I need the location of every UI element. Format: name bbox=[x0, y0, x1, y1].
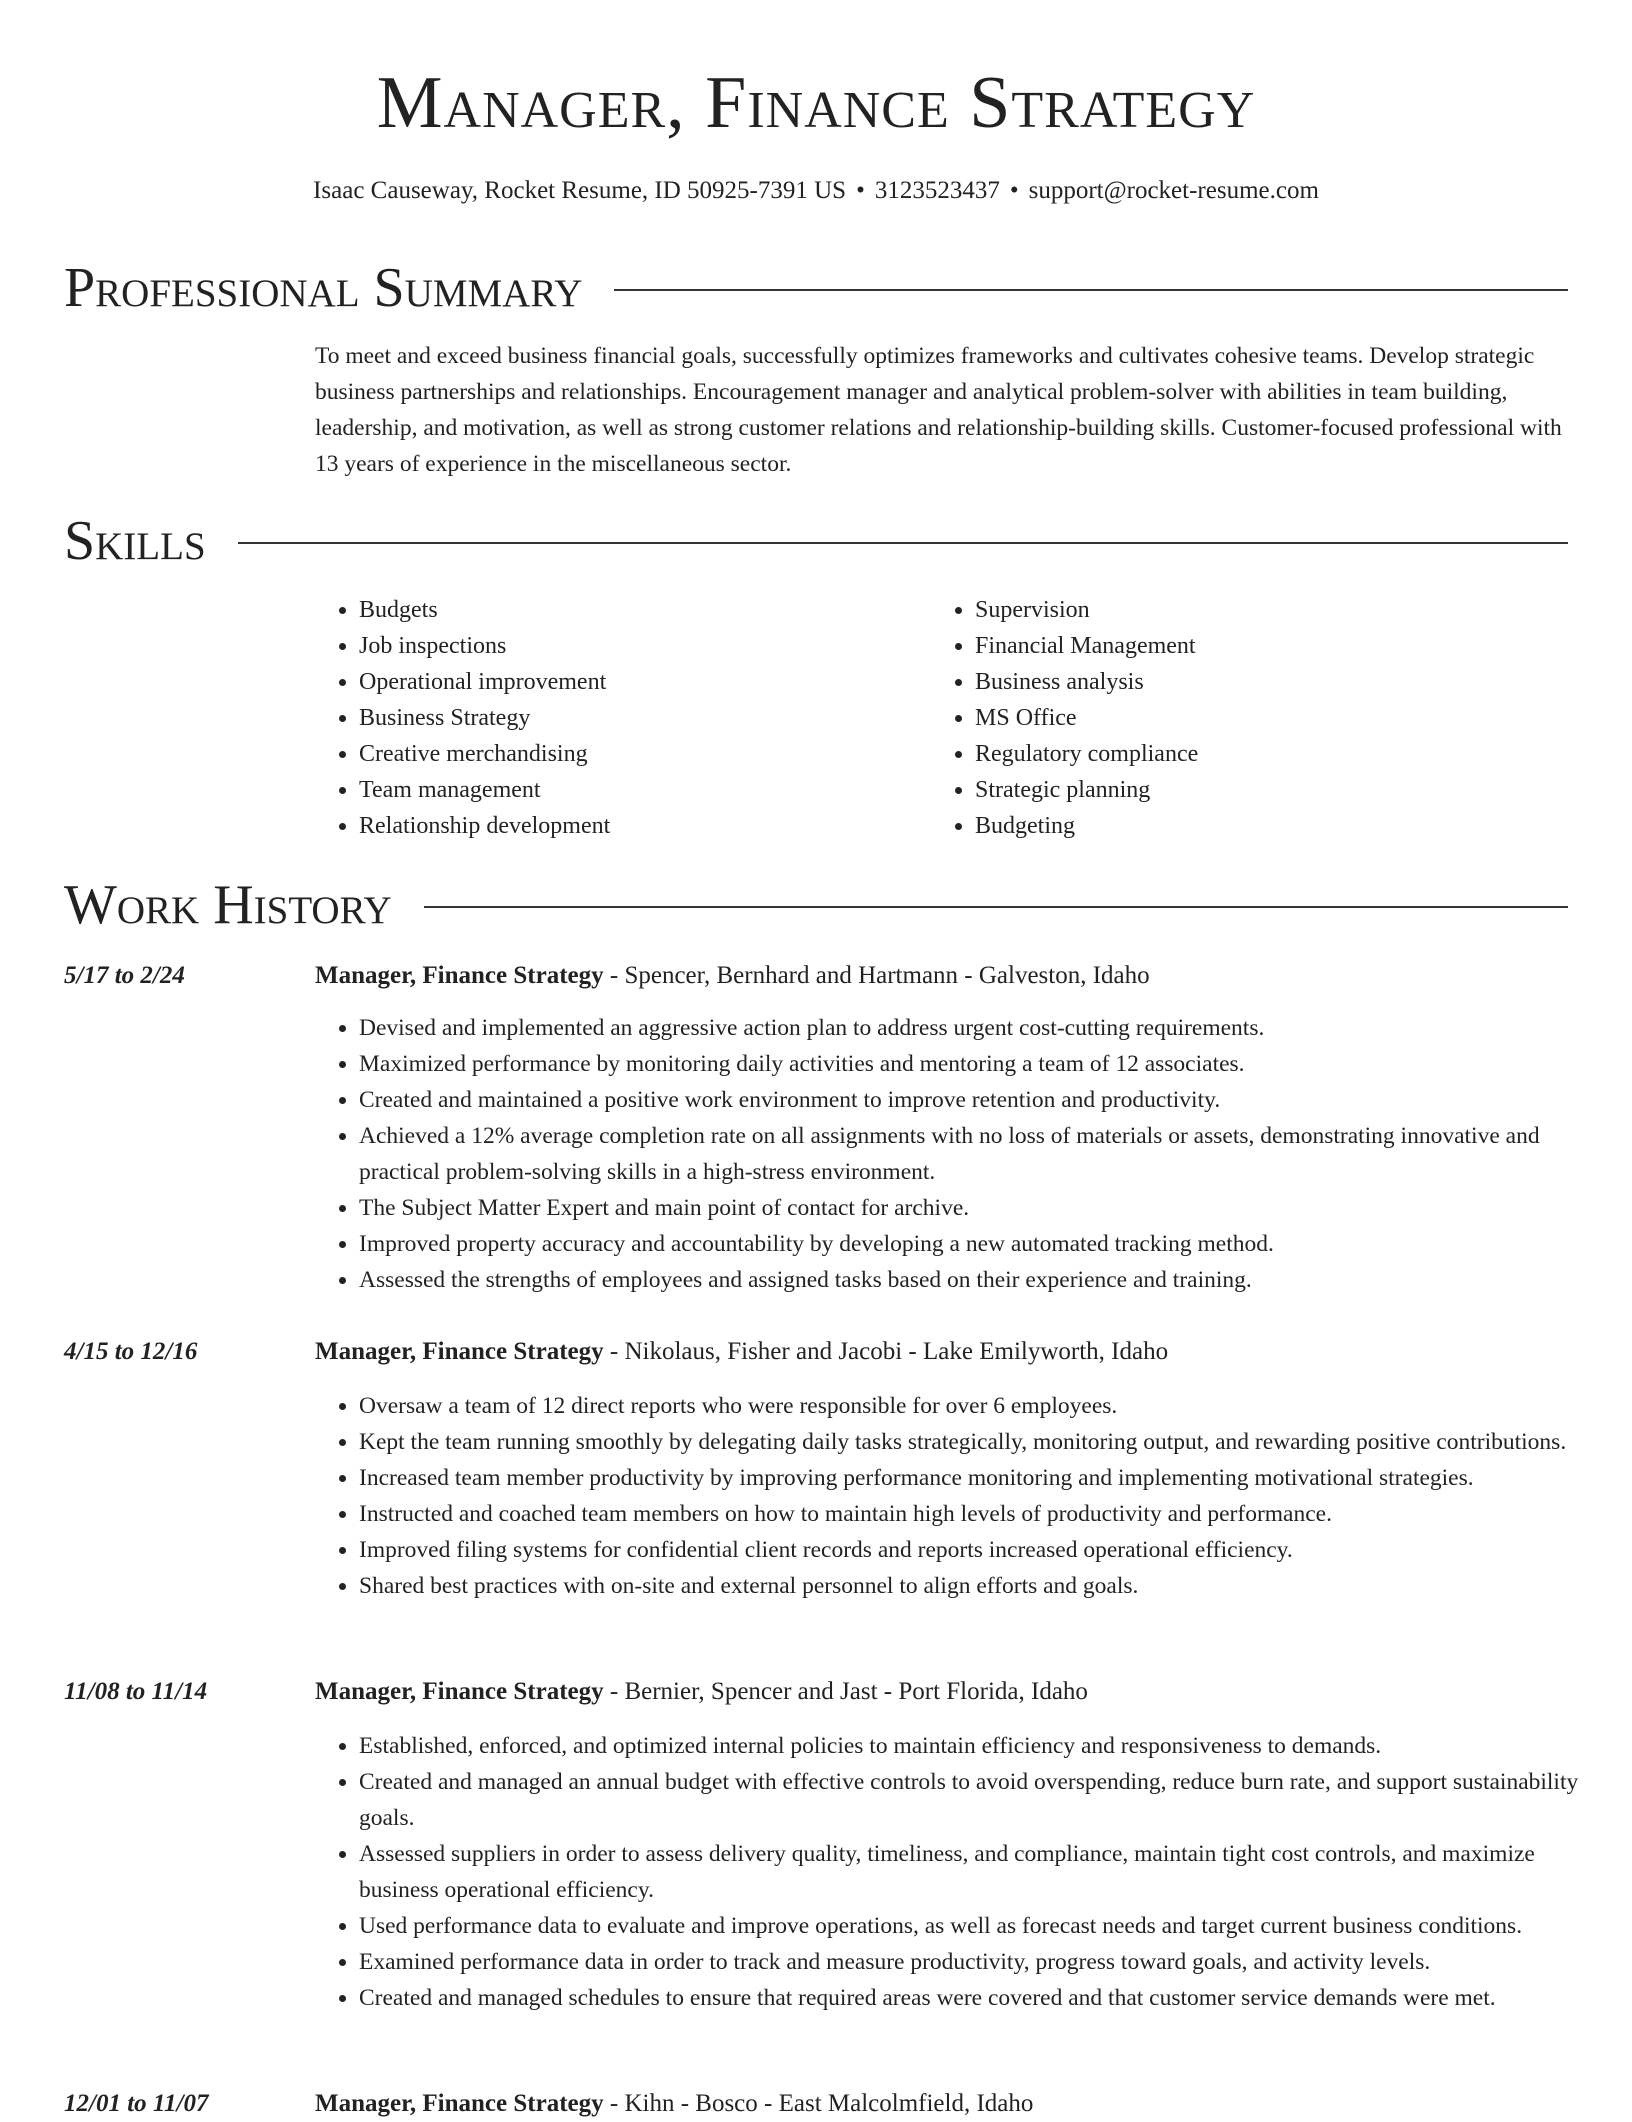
job-bullet: • Oversaw a team of 12 direct reports who were responsible for over 6 employees. bbox=[359, 1388, 1609, 1424]
skill-item: • Creative merchandising bbox=[359, 736, 931, 772]
job-heading bbox=[315, 2086, 1033, 2122]
skill-item: • Job inspections bbox=[359, 628, 931, 664]
job-bullet: • Created and managed an annual budget with effective controls to avoid overspending, reduce burn rate, and support sustainability goals. bbox=[359, 1764, 1609, 1836]
job-title: Manager, Finance Strategy bbox=[315, 1678, 604, 1705]
contact-separator: • bbox=[856, 177, 865, 204]
skills-list bbox=[315, 592, 1565, 844]
skill-item: • Business Strategy bbox=[359, 700, 931, 736]
job-company: - Kihn - Bosco - East Malcolmfield, Idaho bbox=[603, 2090, 1034, 2117]
job-bullet: • Maximized performance by monitoring daily activities and mentoring a team of 12 associates. bbox=[359, 1046, 1609, 1082]
job-dates: 5/17 to 2/24 bbox=[64, 962, 185, 989]
section-divider bbox=[424, 906, 1568, 908]
contact-separator: • bbox=[1009, 177, 1019, 204]
job-heading bbox=[315, 1334, 1168, 1370]
job-title: Manager, Finance Strategy bbox=[315, 2090, 604, 2117]
skill-item: • Operational improvement bbox=[359, 664, 931, 700]
job-dates: 12/01 to 11/07 bbox=[64, 2090, 209, 2117]
job-bullets bbox=[315, 1010, 1609, 1298]
skill-item: • Budgets bbox=[359, 592, 931, 628]
job-bullet: • Created and managed schedules to ensure that required areas were covered and that customer service demands were met. bbox=[359, 1980, 1609, 2016]
job-bullet: • Achieved a 12% average completion rate on all assignments with no loss of materials or assets, demonstrating innovative and practical problem-solving skills in a high-stress environment. bbox=[359, 1118, 1609, 1190]
job-bullet: • Increased team member productivity by improving performance monitoring and implementing motivational strategies. bbox=[359, 1460, 1609, 1496]
skill-item: • MS Office bbox=[975, 700, 1198, 736]
job-bullet: • The Subject Matter Expert and main point of contact for archive. bbox=[359, 1190, 1609, 1226]
summary-section-header bbox=[64, 256, 1568, 320]
skill-item: • Regulatory compliance bbox=[975, 736, 1198, 772]
job-bullets bbox=[315, 1728, 1609, 2016]
summary-section-title: Professional Summary bbox=[64, 257, 583, 319]
job-bullet: • Used performance data to evaluate and improve operations, as well as forecast needs and target current business conditions. bbox=[359, 1908, 1609, 1944]
skill-item: • Relationship development bbox=[359, 808, 931, 844]
skills-column-left bbox=[315, 592, 931, 844]
job-bullet: • Assessed the strengths of employees and assigned tasks based on their experience and training. bbox=[359, 1262, 1609, 1298]
skill-item: • Business analysis bbox=[975, 664, 1198, 700]
skill-item: • Team management bbox=[359, 772, 931, 808]
skill-item: • Financial Management bbox=[975, 628, 1198, 664]
skill-item: • Supervision bbox=[975, 592, 1198, 628]
job-bullet: • Instructed and coached team members on how to maintain high levels of productivity and performance. bbox=[359, 1496, 1609, 1532]
job-heading bbox=[315, 958, 1150, 994]
job-bullet: • Improved property accuracy and accountability by developing a new automated tracking method. bbox=[359, 1226, 1609, 1262]
job-bullet: • Improved filing systems for confidential client records and reports increased operational efficiency. bbox=[359, 1532, 1609, 1568]
section-divider bbox=[614, 289, 1568, 291]
summary-text: To meet and exceed business financial goals, successfully optimizes frameworks and cultivates cohesive teams. Develop strategic business partnerships and relationships. Encouragement manager and analytical problem-solver with abilities in team building, leadership, and motivation, as well as strong customer relations and relationship-building skills. Customer-focused professional with 13 years of experience in the miscellaneous sector. bbox=[315, 343, 1562, 477]
job-company: - Nikolaus, Fisher and Jacobi - Lake Emilyworth, Idaho bbox=[603, 1338, 1169, 1365]
job-company: - Spencer, Bernhard and Hartmann - Galveston, Idaho bbox=[603, 962, 1150, 989]
contact-line bbox=[0, 175, 1632, 207]
skill-item: • Strategic planning bbox=[975, 772, 1198, 808]
job-heading bbox=[315, 1674, 1088, 1710]
job-bullet: • Created and maintained a positive work environment to improve retention and productivity. bbox=[359, 1082, 1609, 1118]
job-bullet: • Kept the team running smoothly by delegating daily tasks strategically, monitoring output, and rewarding positive contributions. bbox=[359, 1424, 1609, 1460]
job-dates: 4/15 to 12/16 bbox=[64, 1338, 198, 1365]
job-bullet: • Shared best practices with on-site and external personnel to align efforts and goals. bbox=[359, 1568, 1609, 1604]
work-section-header bbox=[64, 873, 1568, 937]
skills-column-right bbox=[931, 592, 1198, 844]
job-bullet: • Devised and implemented an aggressive action plan to address urgent cost-cutting requirements. bbox=[359, 1010, 1609, 1046]
job-bullets bbox=[315, 1388, 1609, 1604]
contact-email: support@rocket-resume.com bbox=[1028, 177, 1319, 204]
section-divider bbox=[238, 542, 1568, 544]
resume-title: Manager, Finance Strategy bbox=[376, 62, 1256, 144]
job-dates: 11/08 to 11/14 bbox=[64, 1678, 208, 1705]
job-bullet: • Assessed suppliers in order to assess delivery quality, timeliness, and compliance, maintain tight cost controls, and maximize business operational efficiency. bbox=[359, 1836, 1609, 1908]
job-bullet: • Established, enforced, and optimized internal policies to maintain efficiency and responsiveness to demands. bbox=[359, 1728, 1609, 1764]
skills-section-title: Skills bbox=[64, 510, 206, 572]
contact-address: Isaac Causeway, Rocket Resume, ID 50925-7391 US bbox=[313, 177, 847, 204]
work-section-title: Work History bbox=[64, 874, 392, 936]
job-title: Manager, Finance Strategy bbox=[315, 1338, 604, 1365]
job-bullet: • Examined performance data in order to track and measure productivity, progress toward goals, and activity levels. bbox=[359, 1944, 1609, 1980]
job-company: - Bernier, Spencer and Jast - Port Florida, Idaho bbox=[603, 1678, 1088, 1705]
job-title: Manager, Finance Strategy bbox=[315, 962, 604, 989]
skill-item: • Budgeting bbox=[975, 808, 1198, 844]
skills-section-header bbox=[64, 509, 1568, 573]
contact-phone: 3123523437 bbox=[874, 177, 1000, 204]
